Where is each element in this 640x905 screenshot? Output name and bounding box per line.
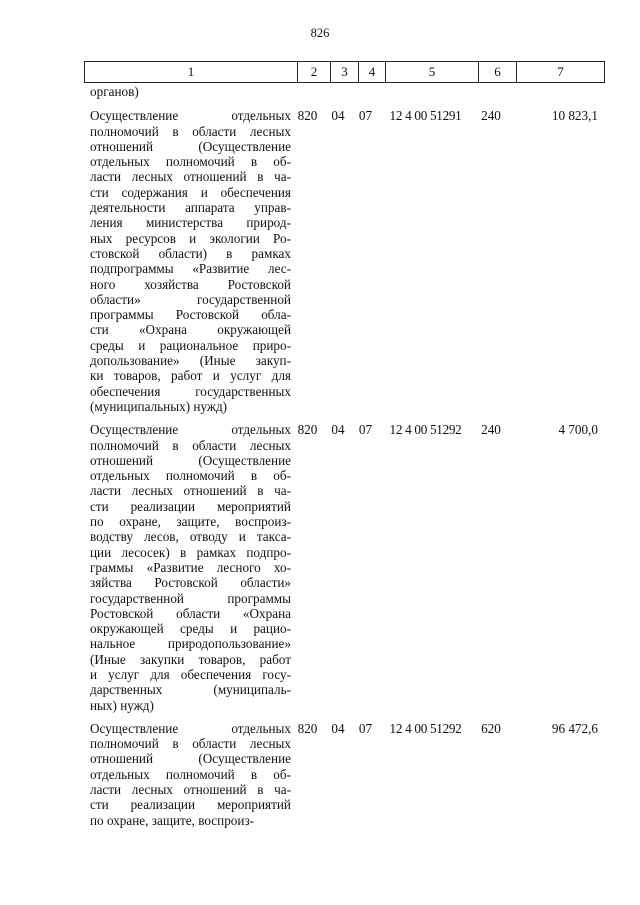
description-line: (муниципальных) нужд)	[90, 398, 228, 414]
description-line: допользование» (Иные закуп-	[90, 353, 291, 369]
description-line: полномочий в области лесных	[90, 736, 291, 752]
description-line: Осуществление отдельных	[90, 422, 291, 438]
column-header-table	[84, 61, 605, 83]
subsection-code: 07	[358, 720, 373, 736]
description-line: полномочий в области лесных	[90, 123, 291, 139]
description-line: отдельных полномочий в об-	[90, 766, 291, 782]
description-line: граммы «Развитие лесного хо-	[90, 559, 291, 575]
expense-type-code: 620	[481, 720, 501, 736]
ministry-code: 820	[297, 108, 318, 124]
description-line: ных) нужд)	[90, 697, 154, 713]
amount: 10 823,1	[551, 108, 598, 124]
ministry-code: 820	[297, 422, 318, 438]
expense-type-code: 240	[481, 422, 501, 438]
column-header-6: 6	[479, 62, 517, 83]
subsection-code: 07	[358, 422, 373, 438]
description-line: нальное природопользование»	[90, 636, 291, 652]
subsection-code: 07	[358, 108, 373, 124]
description-line: сти содержания и обеспечения	[90, 184, 291, 200]
description-line: окружающей среды и рацио-	[90, 621, 291, 637]
target-article-code: 12 4 00 51292	[389, 422, 462, 438]
description-line: области» государственной	[90, 291, 291, 307]
description-line: обеспечения государственных	[90, 383, 291, 399]
row-description	[84, 422, 291, 713]
section-code: 04	[331, 422, 345, 438]
description-line: ного хозяйства Ростовской	[90, 276, 291, 292]
table-row-continuation	[84, 84, 604, 99]
description-line: дарственных (муниципаль-	[90, 682, 291, 698]
table-row	[84, 721, 604, 828]
description-line: ласти лесных отношений в ча-	[90, 169, 291, 185]
ministry-code: 820	[297, 720, 318, 736]
description-line: стовской области) в рамках	[90, 245, 291, 261]
description-line: отношений (Осуществление	[90, 751, 291, 767]
description-line: сти реализации мероприятий	[90, 797, 291, 813]
description-line: среды и рациональное приро-	[90, 337, 291, 353]
description-line: отношений (Осуществление	[90, 138, 291, 154]
description-line: Осуществление отдельных	[90, 720, 291, 736]
row-description	[84, 108, 291, 414]
continuation-text: органов)	[90, 84, 139, 99]
section-code: 04	[331, 720, 345, 736]
column-header-5: 5	[386, 62, 479, 83]
description-line: государственной программы	[90, 590, 291, 606]
column-header-3: 3	[331, 62, 359, 83]
description-line: ки товаров, работ и услуг для	[90, 368, 291, 384]
description-line: сти «Охрана окружающей	[90, 322, 291, 338]
description-line: ласти лесных отношений в ча-	[90, 483, 291, 499]
description-line: ласти лесных отношений в ча-	[90, 782, 291, 798]
column-header-1: 1	[85, 62, 298, 83]
description-line: подпрограммы «Развитие лес-	[90, 261, 291, 277]
description-line: ции лесосек) в рамках подпро-	[90, 544, 291, 560]
description-line: (Иные закупки товаров, работ	[90, 651, 291, 667]
column-header-row	[85, 62, 605, 83]
table-row	[84, 422, 604, 713]
description-line: Ростовской области «Охрана	[90, 605, 291, 621]
target-article-code: 12 4 00 51292	[389, 720, 462, 736]
description-line: сти реализации мероприятий	[90, 498, 291, 514]
description-line: ных ресурсов и экологии Ро-	[90, 230, 291, 246]
expense-type-code: 240	[481, 108, 501, 124]
table-body	[84, 84, 604, 836]
description-line: Осуществление отдельных	[90, 108, 291, 124]
description-line: отдельных полномочий в об-	[90, 154, 291, 170]
table-rows	[84, 108, 604, 828]
description-line: и услуг для обеспечения госу-	[90, 666, 291, 682]
column-header-2: 2	[298, 62, 331, 83]
description-line: отдельных полномочий в об-	[90, 468, 291, 484]
description-line: по охране, защите, воспроиз-	[90, 514, 291, 530]
description-line: деятельности аппарата управ-	[90, 200, 291, 216]
table-row	[84, 108, 604, 414]
column-header-4: 4	[359, 62, 386, 83]
description-line: зяйства Ростовской области»	[90, 575, 291, 591]
description-line: программы Ростовской обла-	[90, 307, 291, 323]
column-header-7: 7	[517, 62, 605, 83]
amount: 96 472,6	[551, 720, 598, 736]
description-line: по охране, защите, воспроиз-	[90, 812, 255, 828]
description-line: отношений (Осуществление	[90, 452, 291, 468]
description-line: ления министерства природ-	[90, 215, 291, 231]
section-code: 04	[331, 108, 345, 124]
description-line: полномочий в области лесных	[90, 437, 291, 453]
amount: 4 700,0	[558, 422, 598, 438]
target-article-code: 12 4 00 51291	[389, 108, 462, 124]
page-number: 826	[310, 26, 330, 40]
row-description	[84, 721, 291, 828]
description-line: водству лесов, отводу и такса-	[90, 529, 291, 545]
